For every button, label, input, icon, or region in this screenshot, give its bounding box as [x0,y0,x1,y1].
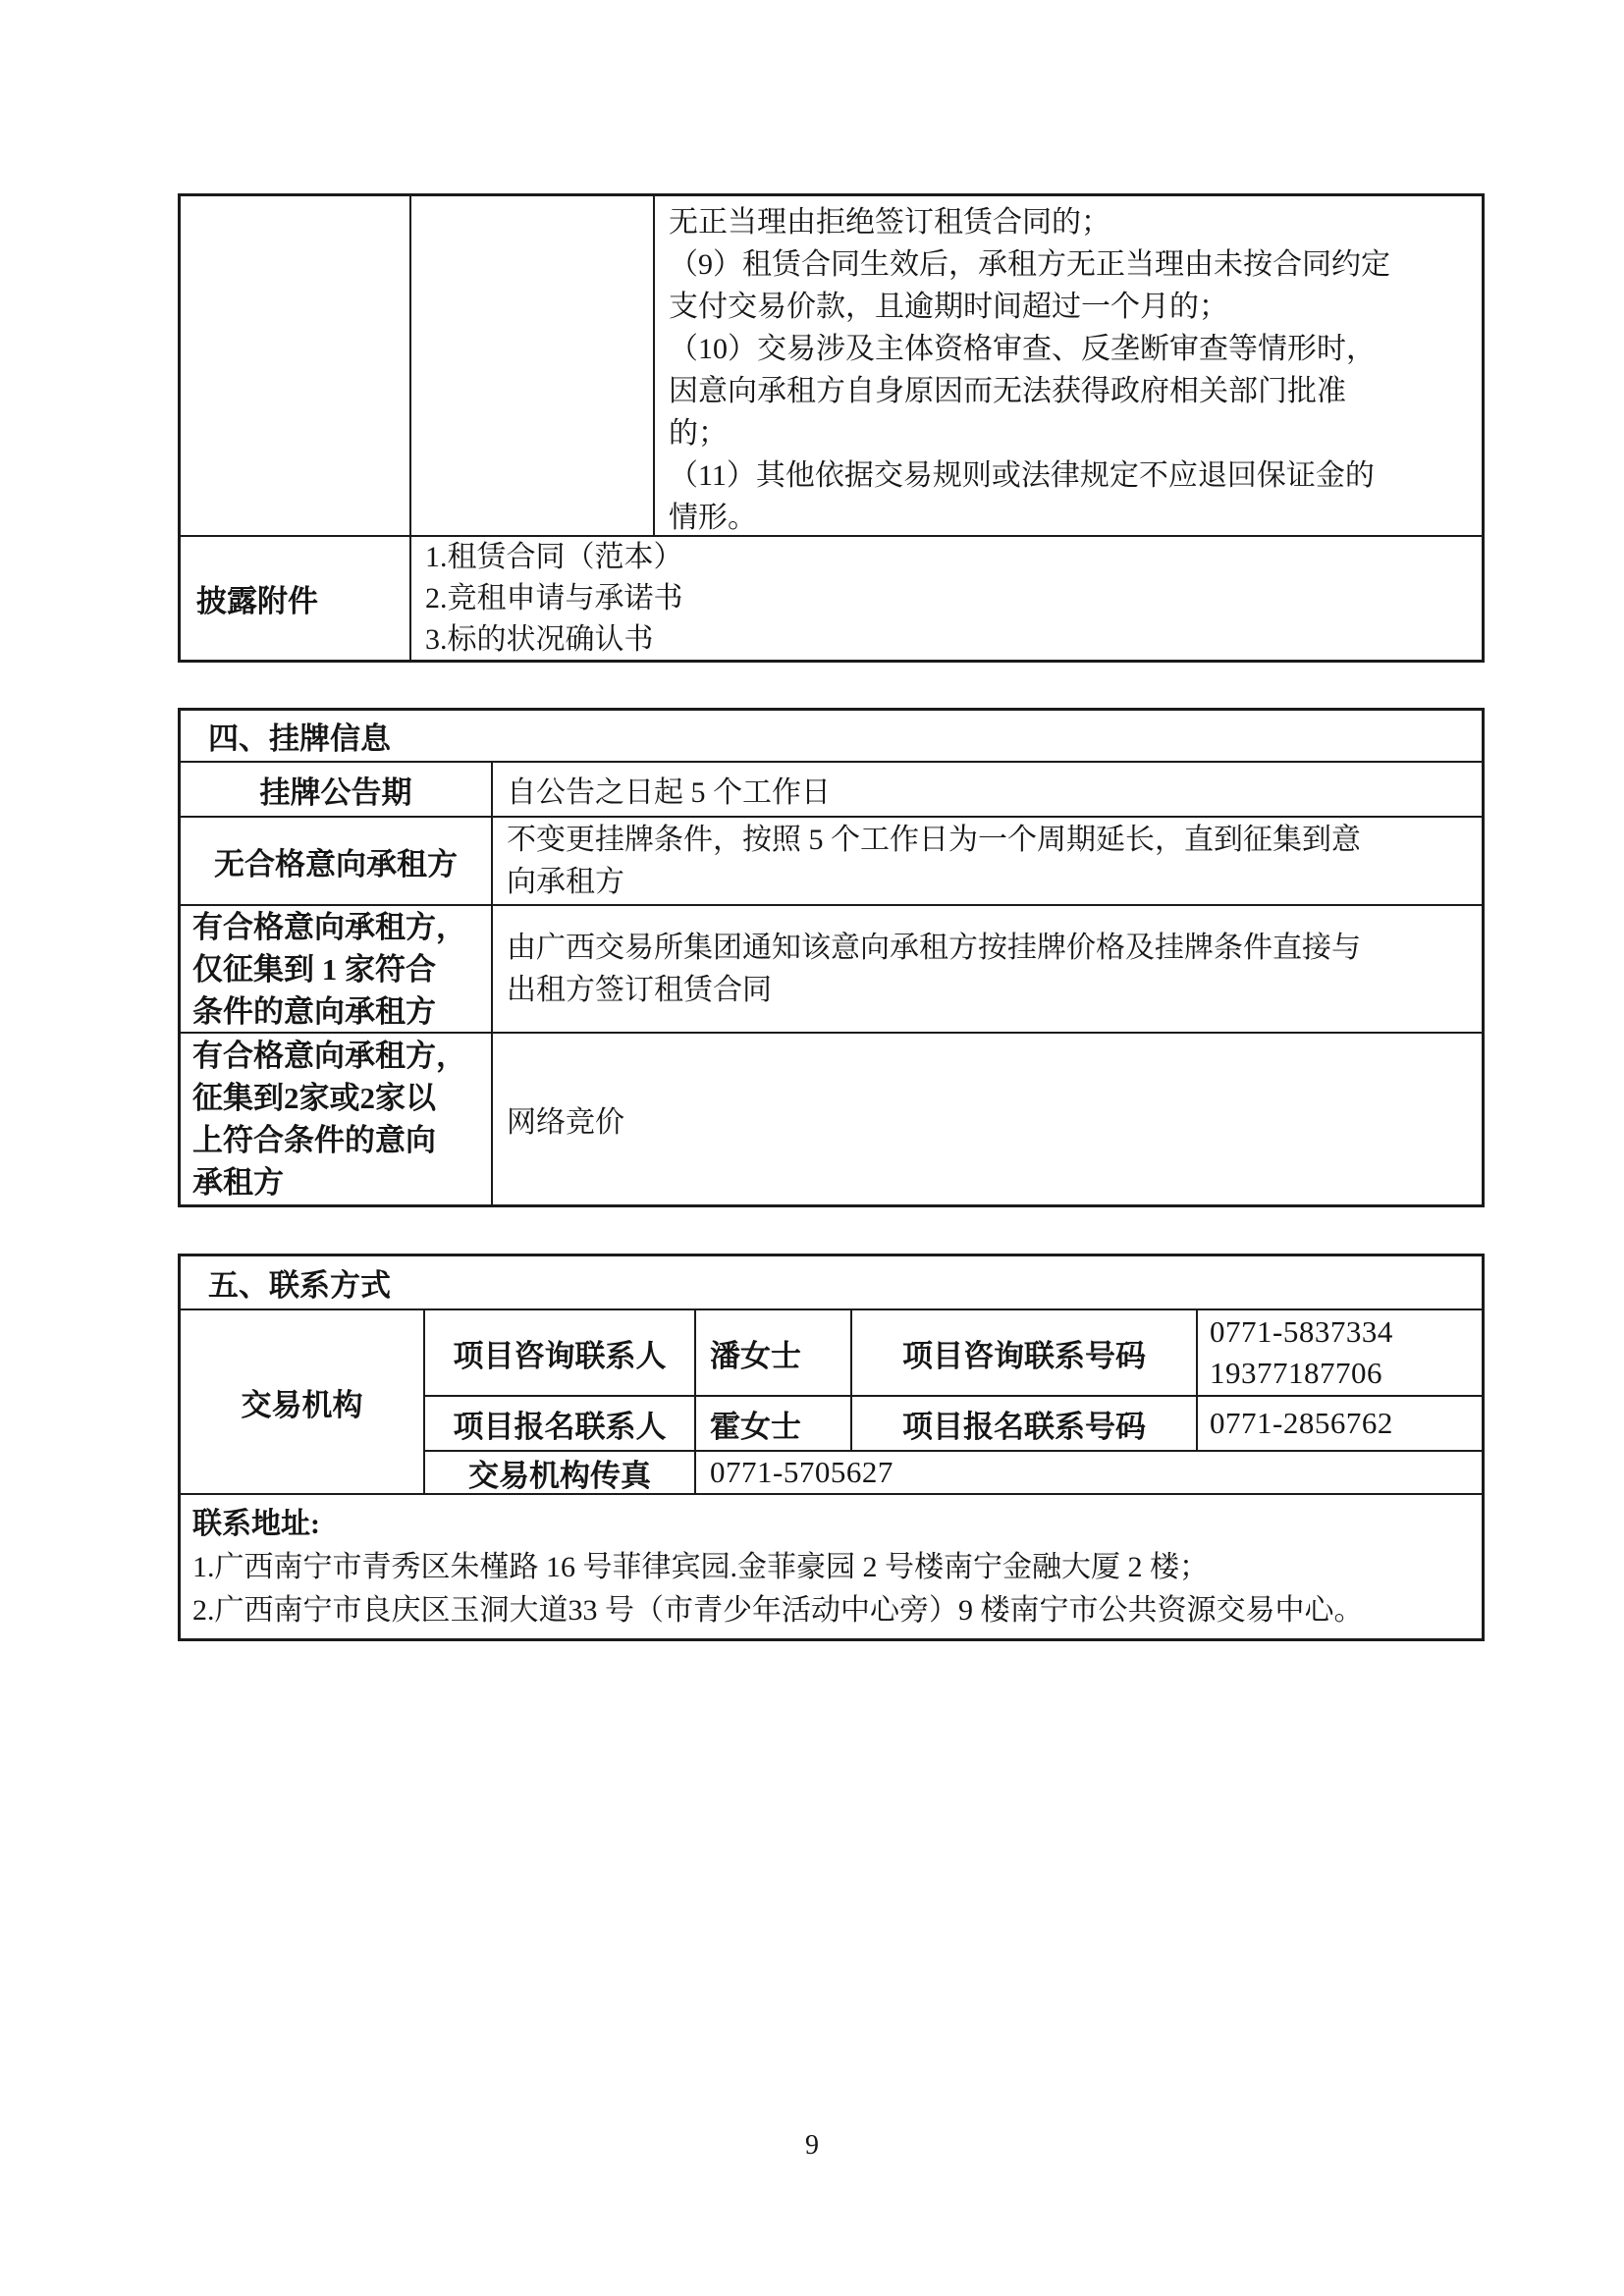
contact-title-text: 五、联系方式 [208,1268,391,1303]
address-cell [181,1495,1482,1638]
consult-phone-line: 0771-5837334 [1210,1314,1393,1349]
multi-qualified-value [493,1034,1482,1204]
attachment-item: 3.标的状况确认书 [425,622,654,656]
attachments-label-text: 披露附件 [196,584,318,618]
multi-qualified-label-line: 有合格意向承租方， [192,1039,466,1073]
one-qualified-label-line: 有合格意向承租方， [192,909,466,944]
multi-qualified-label [181,1034,493,1204]
multi-qualified-value-text: 网络竞价 [507,1106,624,1139]
signup-phone-value [1198,1397,1482,1452]
disclaimer-empty-col1 [181,196,411,537]
fax-value-text: 0771-5705627 [710,1455,893,1489]
address-title: 联系地址: [192,1508,320,1540]
announce-period-label-text: 挂牌公告期 [259,774,412,810]
attachments-label [181,537,411,660]
disclaimer-line: 的； [669,417,728,450]
no-qualified-value-line: 向承租方 [507,866,624,898]
consult-contact-name-text: 潘女士 [710,1338,801,1373]
no-qualified-label-text: 无合格意向承租方 [214,846,458,881]
page-number: 9 [805,2130,819,2161]
fax-label [425,1452,696,1495]
one-qualified-label [181,906,493,1034]
consult-phone-label-text: 项目咨询联系号码 [902,1338,1146,1373]
disclaimer-table [178,193,1485,663]
attachments-list-cell [411,537,1482,660]
attachment-item: 2.竞租申请与承诺书 [425,581,683,614]
disclaimer-line: （9）租赁合同生效后，承租方无正当理由未按合同约定 [669,248,1390,281]
address-line: 2.广西南宁市良庆区玉洞大道33 号（市青少年活动中心旁）9 楼南宁市公共资源交易中心。 [192,1594,1364,1627]
consult-contact-label-text: 项目咨询联系人 [453,1338,667,1373]
signup-phone-label-text: 项目报名联系号码 [902,1409,1146,1444]
disclaimer-empty-col2 [411,196,655,537]
announce-period-label [181,763,493,818]
listing-info-title [181,711,1482,763]
listing-info-title-text: 四、挂牌信息 [208,721,391,756]
multi-qualified-label-line: 上符合条件的意向 [192,1123,436,1157]
disclaimer-text-cell [655,196,1482,537]
attachment-item: 1.租赁合同（范本） [425,540,683,573]
consult-contact-name [696,1310,852,1397]
one-qualified-label-line: 仅征集到 1 家符合 [192,951,436,987]
no-qualified-label [181,818,493,906]
consult-phone-value [1198,1310,1482,1397]
address-line: 1.广西南宁市青秀区朱槿路 16 号菲律宾园.金菲豪园 2 号楼南宁金融大厦 2 楼； [192,1551,1209,1583]
signup-phone-label [852,1397,1198,1452]
listing-info-table [178,708,1485,1207]
signup-contact-label [425,1397,696,1452]
disclaimer-line: 因意向承租方自身原因而无法获得政府相关部门批准 [669,375,1346,407]
org-label-text: 交易机构 [241,1387,363,1422]
one-qualified-value [493,906,1482,1034]
no-qualified-value [493,818,1482,906]
signup-phone-value-text: 0771-2856762 [1210,1406,1393,1440]
consult-phone-label [852,1310,1198,1397]
signup-contact-name [696,1397,852,1452]
disclaimer-line: （10）交易涉及主体资格审查、反垄断审查等情形时， [669,333,1376,365]
no-qualified-value-line: 不变更挂牌条件，按照 5 个工作日为一个周期延长，直到征集到意 [507,824,1361,856]
multi-qualified-label-line: 征集到2家或2家以 [192,1081,436,1115]
signup-contact-label-text: 项目报名联系人 [453,1409,667,1444]
one-qualified-value-line: 出租方签订租赁合同 [507,974,772,1006]
org-label [181,1310,425,1495]
one-qualified-label-line: 条件的意向承租方 [192,993,436,1029]
fax-label-text: 交易机构传真 [468,1458,651,1493]
disclaimer-line: 支付交易价款，且逾期时间超过一个月的； [669,291,1228,323]
signup-contact-name-text: 霍女士 [710,1409,801,1444]
fax-value [696,1452,1482,1495]
announce-period-value [493,763,1482,818]
contact-title [181,1256,1482,1310]
one-qualified-value-line: 由广西交易所集团通知该意向承租方按挂牌价格及挂牌条件直接与 [507,932,1361,964]
multi-qualified-label-line: 承租方 [192,1165,284,1200]
disclaimer-line: 无正当理由拒绝签订租赁合同的； [669,206,1110,239]
consult-contact-label [425,1310,696,1397]
disclaimer-line: 情形。 [669,502,757,534]
disclaimer-line: （11）其他依据交易规则或法律规定不应退回保证金的 [669,459,1375,492]
consult-phone-line: 19377187706 [1210,1356,1382,1390]
announce-period-value-text: 自公告之日起 5 个工作日 [507,776,831,809]
contact-table [178,1254,1485,1641]
